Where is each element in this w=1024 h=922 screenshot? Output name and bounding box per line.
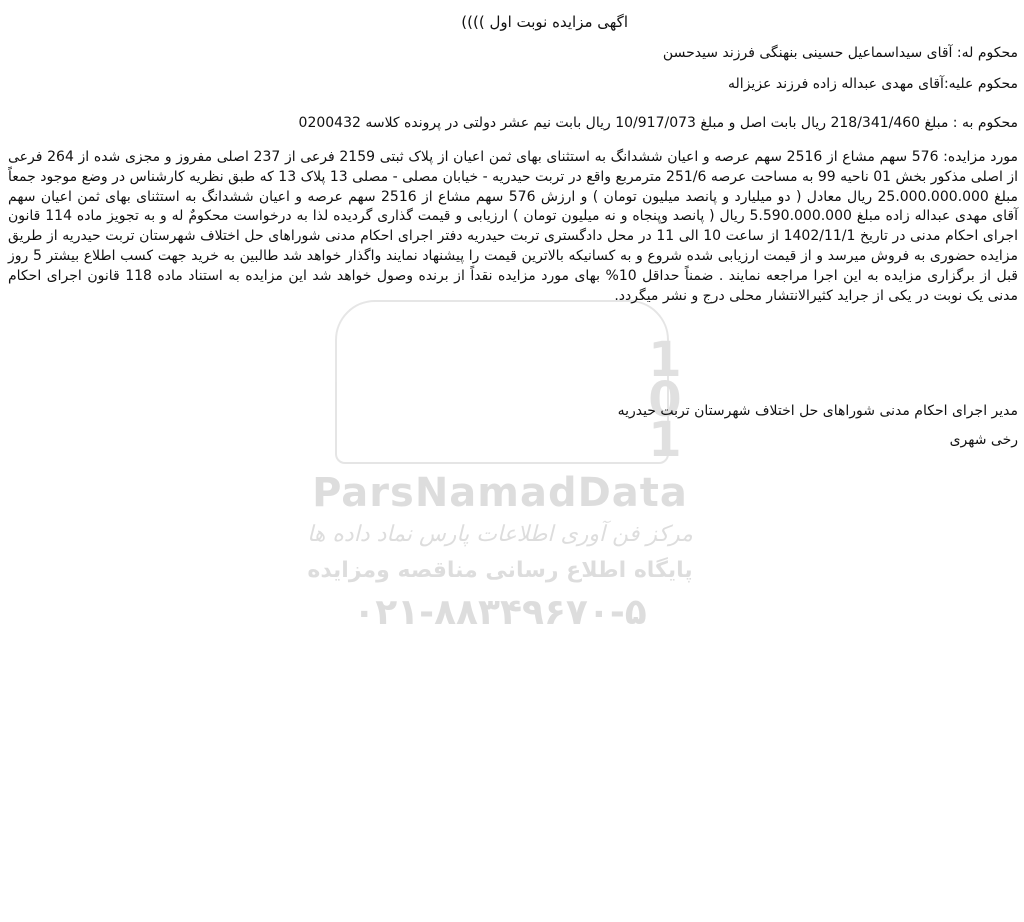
- watermark-subtitle-2: پایگاه اطلاع رسانی مناقصه ومزایده: [307, 558, 693, 583]
- watermark-phone: ۰۲۱-۸۸۳۴۹۶۷۰-۵: [353, 592, 647, 633]
- notice-title: اگهی مزایده نوبت اول )))): [461, 13, 628, 31]
- watermark-seal-shape: [335, 300, 669, 464]
- signature-name: رخی شهری: [949, 432, 1018, 448]
- watermark-brand: ParsNamadData: [312, 470, 688, 516]
- watermark-subtitle-1: مرکز فن آوری اطلاعات پارس نماد داده ها: [307, 522, 693, 547]
- judgment-creditor: محکوم له: آقای سیداسماعیل حسینی بنهنگی فرزند سیدحسن: [662, 45, 1018, 61]
- parsnamaddata-watermark: [300, 300, 700, 640]
- signature-title: مدیر اجرای احکام مدنی شوراهای حل اختلاف شهرستان تربت حیدریه: [617, 403, 1018, 419]
- judgment-debtor: محکوم علیه:آقای مهدی عبداله زاده فرزند عزیزاله: [728, 76, 1018, 92]
- judgment-amount: محکوم به : مبلغ 218/341/460 ریال بابت اصل و مبلغ 10/917/073 ریال بابت نیم عشر دولتی در پرونده کلاسه 0200432: [298, 115, 1018, 131]
- auction-body: مورد مزایده: 576 سهم مشاع از 2516 سهم عرصه و اعیان ششدانگ به استثنای بهای ثمن اعیان از پلاک ثبتی 2159 فرعی از 237 اصلی مفروز و مجزی شده از 264 فرعی از اصلی مذکور بخش 01 ناحیه 99 به مساحت عرصه 251/6 مترمربع واقع در تربت حیدریه - خیابان مصلی - مصلی 13 پلاک 13 که طبق نظریه کارشناس در وضع موجود جمعاً مبلغ 25.000.000.000 ریال معادل ( دو میلیارد و پانصد میلیون تومان ) و ارزش 576 سهم مشاع از 2516 سهم عرصه و اعیان ششدانگ به استثنای بهای ثمن اعیان سهم آقای مهدی عبداله زاده مبلغ 5.590.000.000 ریال ( پانصد وپنجاه و نه میلیون تومان ) ارزیابی و قیمت گذاری گردیده لذا به درخواست محکومٌ له و به تجویز ماده 114 قانون اجرای احکام مدنی در تاریخ 1402/11/1 از ساعت 10 الی 11 در محل دادگستری تربت حیدریه دفتر اجرای احکام مدنی شوراهای حل اختلاف شهرستان تربت حیدریه از طریق مزایده حضوری به فروش میرسد و از قیمت ارزیابی شده شروع و به کسانیکه بالاترین قیمت را پیشنهاد نمایند واگذار خواهد شد طالبین به خرید جهت کسب اطلاع بیشتر 5 روز قبل از برگزاری مزایده به این اجرا مراجعه نمایند . ضمناً حداقل 10% بهای مورد مزایده نقداً از برنده وصول خواهد شد این مزایده به استناد ماده 118 قانون اجرای احکام مدنی یک نوبت در یکی از جراید کثیرالانتشار محلی درج و نشر میگردد.: [8, 149, 1019, 304]
- watermark-digits: 1 0 1: [648, 332, 682, 468]
